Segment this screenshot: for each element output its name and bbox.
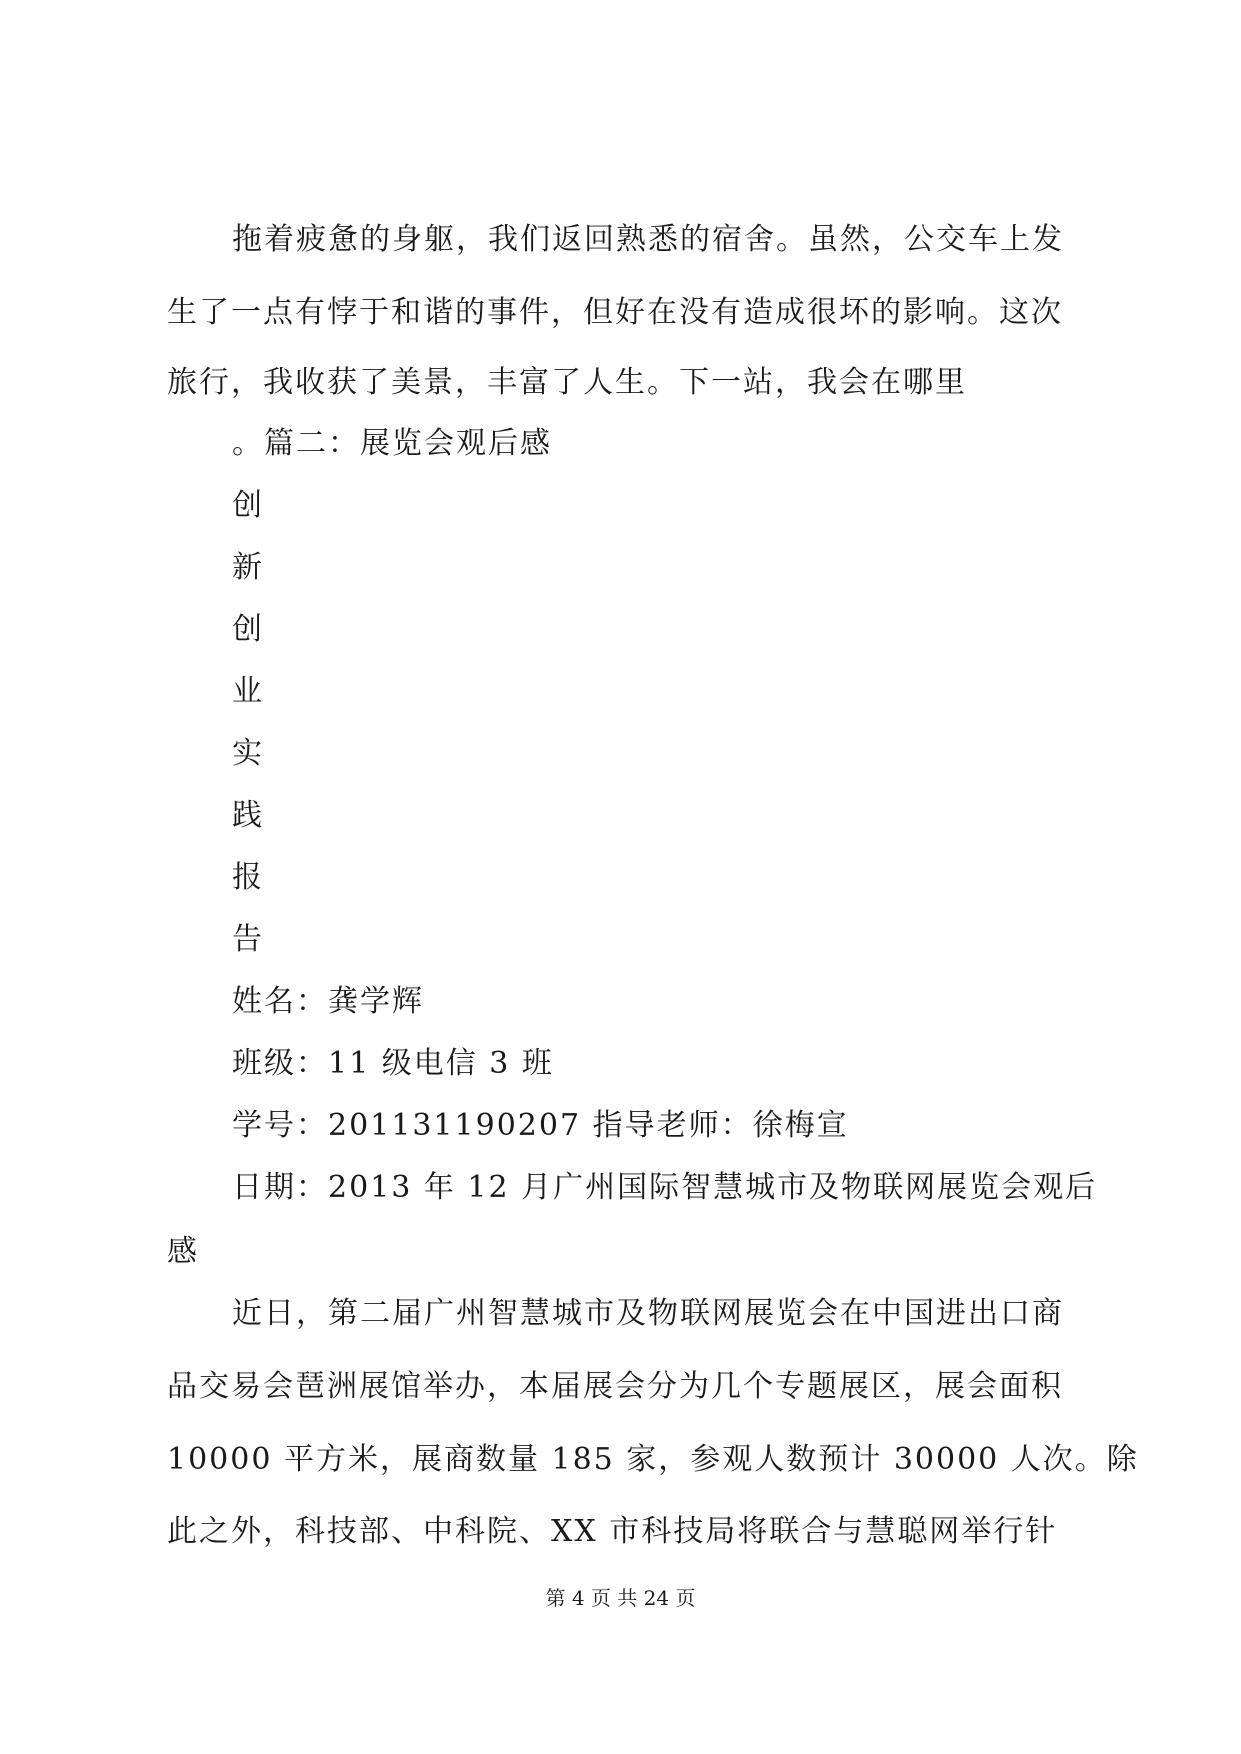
title-char: 告	[232, 922, 264, 957]
info-date-line1: 日期：2013 年 12 月广州国际智慧城市及物联网展览会观后	[232, 1170, 1098, 1205]
info-class: 班级：11 级电信 3 班	[232, 1046, 554, 1081]
title-char: 业	[232, 674, 264, 709]
info-date-line2: 感	[167, 1234, 199, 1269]
paragraph2-line2: 品交易会琶洲展馆举办，本届展会分为几个专题展区，展会面积	[167, 1369, 1063, 1404]
title-char: 践	[232, 798, 264, 833]
paragraph1-line1: 拖着疲惫的身躯，我们返回熟悉的宿舍。虽然，公交车上发	[232, 222, 1064, 257]
title-char: 创	[232, 612, 264, 647]
paragraph2-line4: 此之外，科技部、中科院、XX 市科技局将联合与慧聪网举行针	[167, 1514, 1058, 1549]
title-char: 创	[232, 488, 264, 523]
page-footer: 第 4 页 共 24 页	[545, 1586, 696, 1610]
section-heading: 。篇二：展览会观后感	[232, 426, 552, 461]
info-student-id: 学号：201131190207 指导老师：徐梅宣	[232, 1108, 849, 1143]
paragraph1-line2: 生了一点有悖于和谐的事件，但好在没有造成很坏的影响。这次	[167, 295, 1063, 330]
title-char: 新	[232, 550, 264, 585]
info-name: 姓名：龚学辉	[232, 984, 424, 1019]
paragraph1-line3: 旅行，我收获了美景，丰富了人生。下一站，我会在哪里	[167, 365, 967, 400]
title-char: 报	[232, 860, 264, 895]
title-char: 实	[232, 736, 264, 771]
paragraph2-line1: 近日，第二届广州智慧城市及物联网展览会在中国进出口商	[232, 1296, 1064, 1331]
paragraph2-line3: 10000 平方米，展商数量 185 家，参观人数预计 30000 人次。除	[167, 1442, 1139, 1477]
